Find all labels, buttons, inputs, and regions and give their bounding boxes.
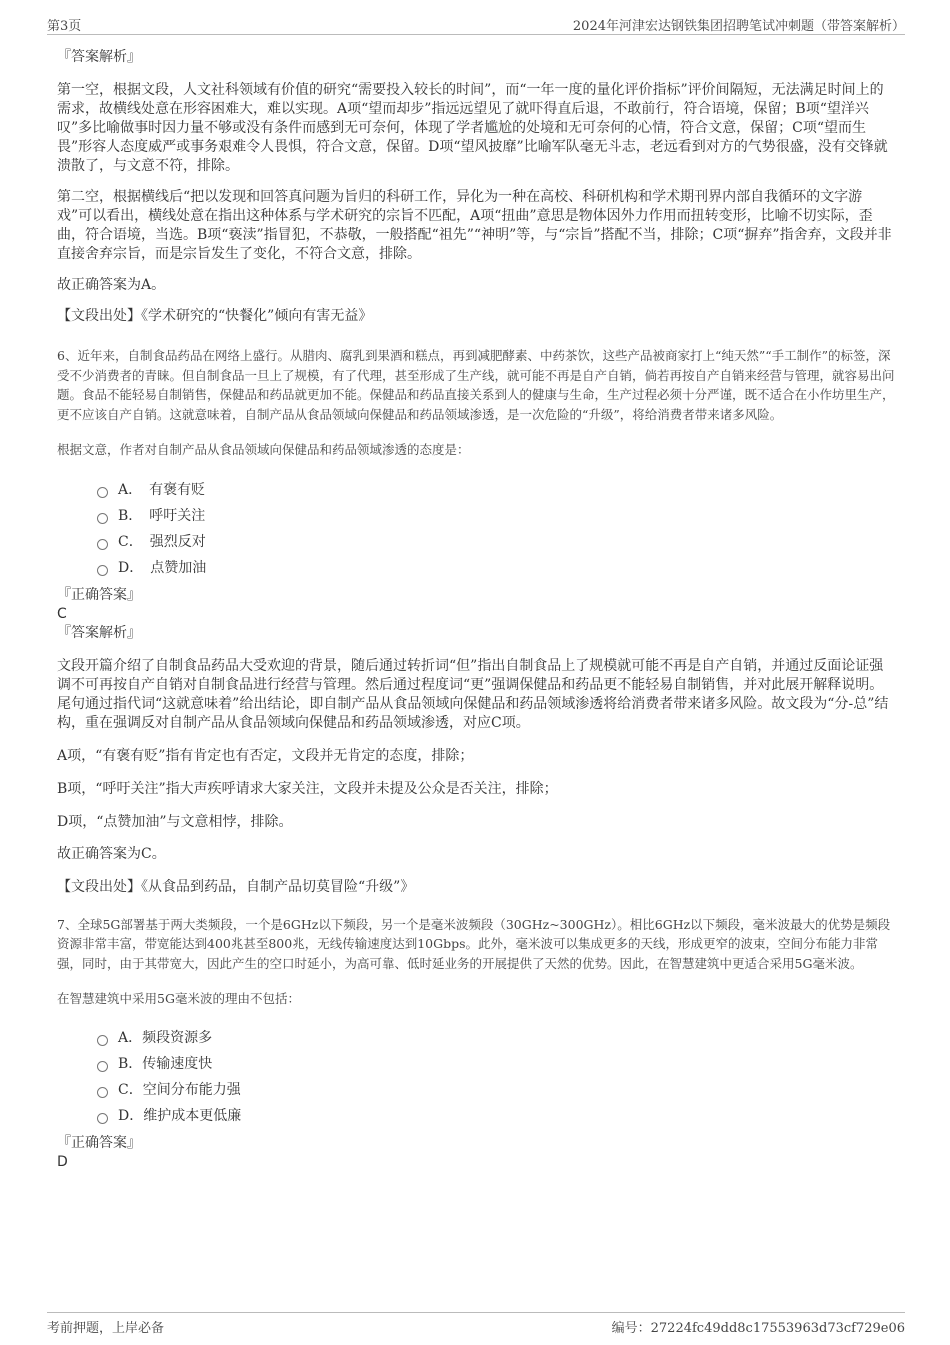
- option-b[interactable]: [97, 503, 897, 529]
- radio-icon[interactable]: [97, 1087, 108, 1098]
- option-c[interactable]: [97, 1077, 897, 1103]
- question-7-stem: 7、全球5G部署基于两大类频段，一个是6GHz以下频段，另一个是毫米波频段（30GHz~300GHz）。相比6GHz以下频段，毫米波最大的优势是频段资源非常丰富，带宽能达到400兆甚至800兆，无线传输速度达到10Gbps。此外，毫米波可以集成更多的天线，形成更窄的波束，空间分布能力非常强，同时，由于其带宽大，因此产生的空口时延小，为高可靠、低时延业务的开展提供了天然的优势。因此，在智慧建筑中更适合采用5G毫米波。: [57, 916, 891, 971]
- source-citation: 【文段出处】《从食品到药品，自制产品切莫冒险“升级”》: [57, 878, 415, 895]
- document-body: [57, 44, 897, 1171]
- analysis-label: 『答案解析』: [57, 49, 141, 65]
- analysis-label: 『答案解析』: [57, 624, 141, 641]
- option-label: C． 强烈反对: [118, 533, 206, 550]
- option-d[interactable]: [97, 555, 897, 581]
- radio-icon[interactable]: [97, 513, 108, 524]
- analysis-paragraph-1: 第一空，根据文段，人文社科领域有价值的研究“需要投入较长的时间”，而“一年一度的量化评价指标”评价间隔短，无法满足时间上的需求，故横线处意在形容困难大，难以实现。A项“望而却步”指远远望见了就吓得直后退，不敢前行，符合语境，保留；B项“望洋兴叹”多比喻做事时因力量不够或没有条件而感到无可奈何，体现了学者尴尬的处境和无可奈何的心情，符合文意，保留；C项“望而生畏”形容人态度威严或事务艰难令人畏惧，符合文意，保留。D项“望风披靡”比喻军队毫无斗志，老远看到对方的气势很盛，没有交锋就溃散了，与文意不符，排除。: [57, 82, 888, 174]
- radio-icon[interactable]: [97, 1113, 108, 1124]
- conclusion: 故正确答案为A。: [57, 277, 166, 293]
- option-label: D． 点赞加油: [118, 559, 207, 576]
- correct-answer-label: 『正确答案』: [57, 1134, 141, 1151]
- document-title: 2024年河津宏达钢铁集团招聘笔试冲刺题（带答案解析）: [572, 19, 905, 34]
- page-number: 第3页: [47, 19, 82, 34]
- source-citation: 【文段出处】《学术研究的“快餐化”倾向有害无益》: [57, 308, 373, 324]
- option-d-note: D项，“点赞加油”与文意相悖，排除。: [57, 813, 293, 830]
- question-7-options: [97, 1025, 897, 1129]
- correct-answer-label: 『正确答案』: [57, 586, 141, 603]
- radio-icon[interactable]: [97, 539, 108, 550]
- option-label: D．维护成本更低廉: [118, 1107, 242, 1124]
- footer-slogan: 考前押题，上岸必备: [47, 1321, 165, 1336]
- option-label: A．频段资源多: [118, 1029, 213, 1046]
- radio-icon[interactable]: [97, 565, 108, 576]
- page-header: [47, 12, 905, 35]
- option-a-note: A项，“有褒有贬”指有肯定也有否定，文段并无肯定的态度，排除；: [57, 747, 474, 764]
- radio-icon[interactable]: [97, 1035, 108, 1046]
- conclusion: 故正确答案为C。: [57, 845, 166, 862]
- question-6-stem: 6、近年来，自制食品药品在网络上盛行。从腊肉、腐乳到果酒和糕点，再到减肥酵素、中药茶饮，这些产品被商家打上“纯天然”“手工制作”的标签，深受不少消费者的青睐。但自制食品一旦上了规模，有了代理，甚至形成了生产线，就可能不再是自产自销，倘若再按自产自销来经营与管理，就容易出问题。食品不能轻易自制销售，保健品和药品就更加不能。保健品和药品直接关系到人的健康与生命，生产过程必须十分严谨，既不适合在小作坊里生产，更不应该自产自销。这就意味着，自制产品从食品领域向保健品和药品领域渗透，是一次危险的“升级”，将给消费者带来诸多风险。: [57, 348, 895, 422]
- option-c[interactable]: [97, 529, 897, 555]
- correct-answer: C: [57, 605, 67, 622]
- radio-icon[interactable]: [97, 1061, 108, 1072]
- question-6-prompt: 根据文意，作者对自制产品从食品领域向保健品和药品领域渗透的态度是：: [57, 442, 470, 457]
- question-6-options: [97, 477, 897, 581]
- analysis-paragraph-2: 第二空，根据横线后“把以发现和回答真问题为旨归的科研工作，异化为一种在高校、科研机构和学术期刊界内部自我循环的文字游戏”可以看出，横线处意在指出这种体系与学术研究的宗旨不匹配，A项“扭曲”意思是物体因外力作用而扭转变形，比喻不切实际，歪曲，符合语境，当选。B项“亵渎”指冒犯，不恭敬，一般搭配“祖先”“神明”等，与“宗旨”搭配不当，排除；C项“摒弃”指舍弃，文段并非直接舍弃宗旨，而是宗旨发生了变化，不符合文意，排除。: [57, 189, 892, 262]
- option-b[interactable]: [97, 1051, 897, 1077]
- radio-icon[interactable]: [97, 487, 108, 498]
- option-label: B． 呼吁关注: [118, 507, 206, 524]
- page-footer: [47, 1312, 905, 1337]
- document-code: 编号：27224fc49dd8c17553963d73cf729e06: [611, 1321, 905, 1336]
- question-7-prompt: 在智慧建筑中采用5G毫米波的理由不包括：: [57, 991, 300, 1006]
- question-6-analysis: 文段开篇介绍了自制食品药品大受欢迎的背景，随后通过转折词“但”指出自制食品上了规模就可能不再是自产自销，并通过反面论证强调不可再按自产自销对自制食品进行经营与管理。然后通过程度词“更”强调保健品和药品更不能轻易自制销售，并对此展开解释说明。尾句通过指代词“这就意味着”给出结论，即自制产品从食品领域向保健品和药品领域渗透将给消费者带来诸多风险。故文段为“分-总”结构，重在强调反对自制产品从食品领域向保健品和药品领域渗透，对应C项。: [57, 657, 889, 731]
- option-label: C．空间分布能力强: [118, 1081, 241, 1098]
- option-d[interactable]: [97, 1103, 897, 1129]
- option-label: A． 有褒有贬: [118, 481, 206, 498]
- option-label: B．传输速度快: [118, 1055, 213, 1072]
- option-a[interactable]: [97, 1025, 897, 1051]
- option-a[interactable]: [97, 477, 897, 503]
- option-b-note: B项，“呼吁关注”指大声疾呼请求大家关注，文段并未提及公众是否关注，排除；: [57, 780, 558, 797]
- correct-answer: D: [57, 1153, 68, 1170]
